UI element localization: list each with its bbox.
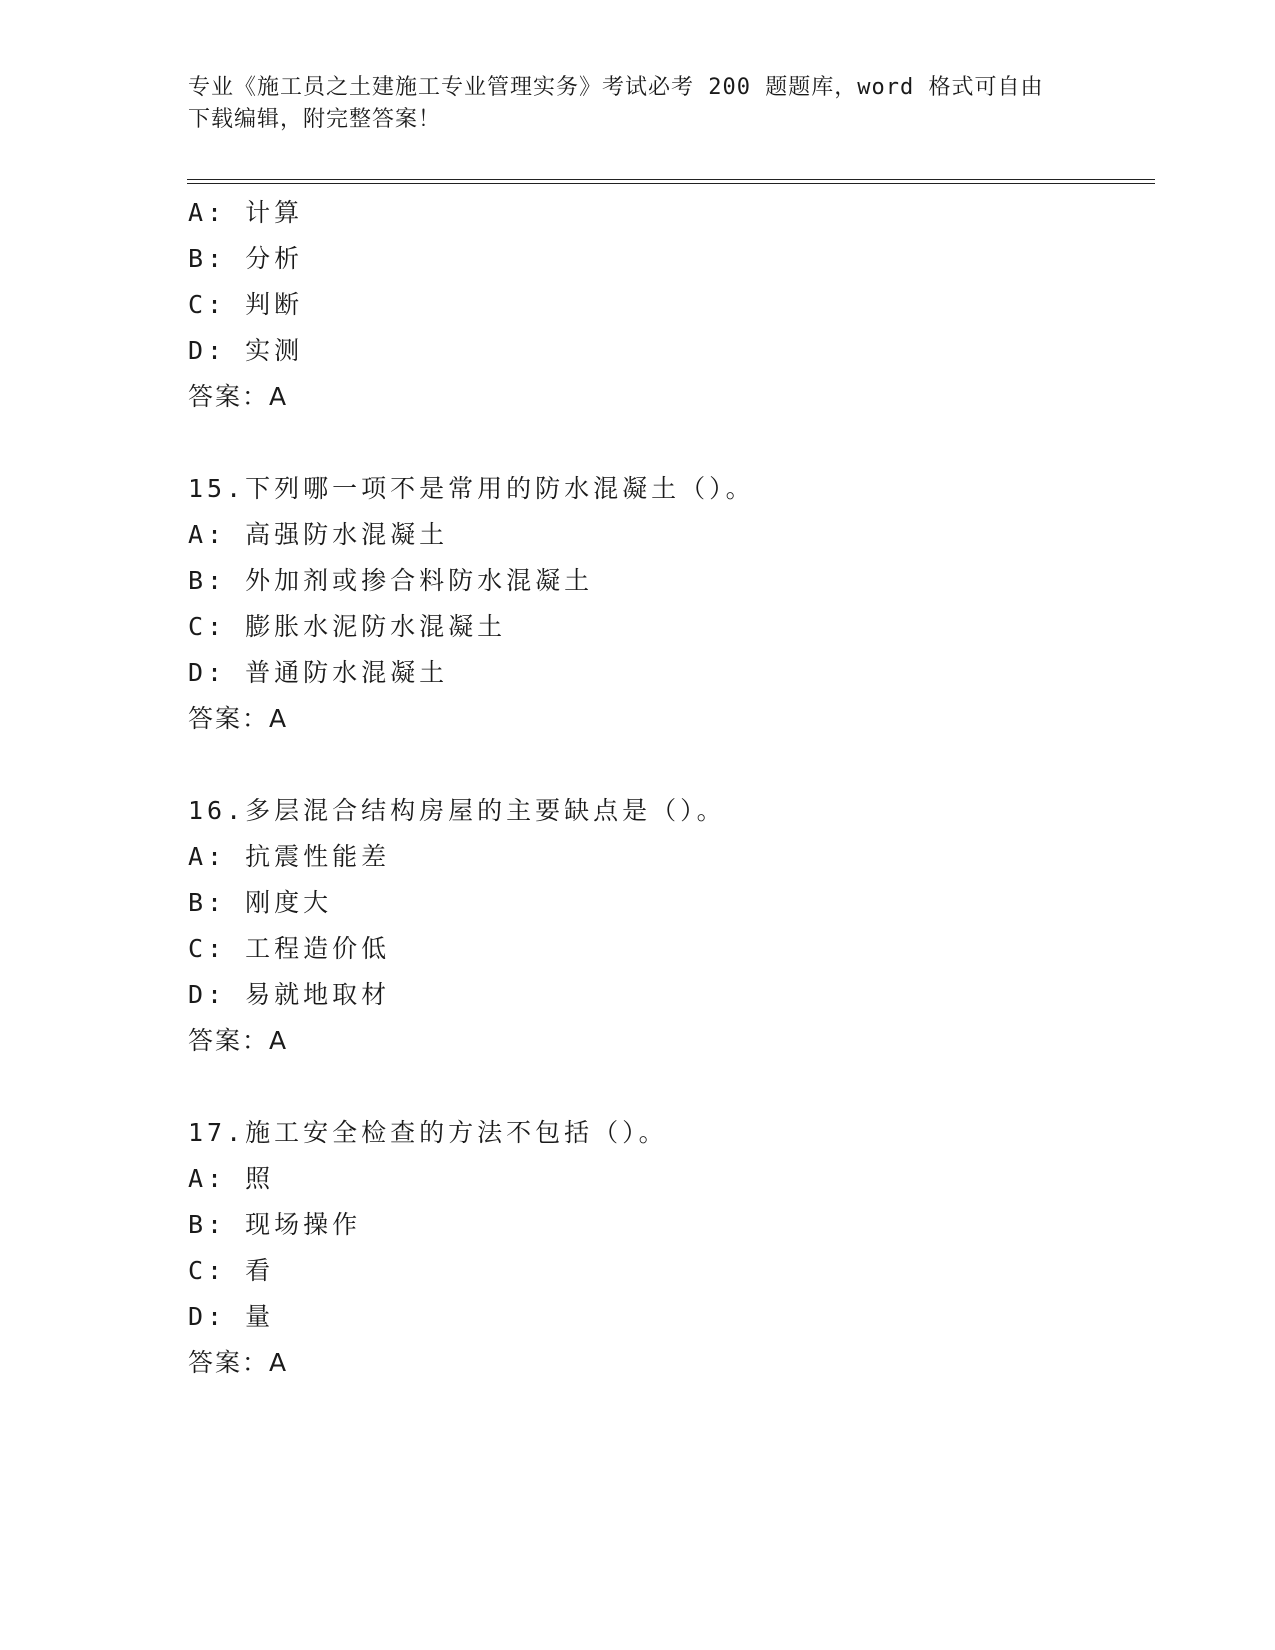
option-a: A: 计算 — [188, 198, 304, 227]
answer: 答案：A — [188, 1026, 289, 1055]
option-c: C: 判断 — [188, 290, 304, 319]
spacer — [188, 742, 1148, 788]
question-stem: 16.多层混合结构房屋的主要缺点是（）。 — [188, 796, 726, 825]
header-divider-top — [187, 179, 1155, 180]
spacer — [188, 420, 1148, 466]
question-16 — [188, 788, 1148, 1064]
answer: 答案：A — [188, 382, 289, 411]
answer: 答案：A — [188, 1348, 289, 1377]
header-divider-bottom — [187, 183, 1155, 184]
option-d: D: 量 — [188, 1302, 275, 1331]
header-line-1: 专业《施工员之土建施工专业管理实务》考试必考 200 题题库，word 格式可自由 — [188, 75, 1044, 100]
answer: 答案：A — [188, 704, 289, 733]
spacer — [188, 1064, 1148, 1110]
option-a: A: 照 — [188, 1164, 275, 1193]
question-15 — [188, 466, 1148, 742]
option-c: C: 看 — [188, 1256, 275, 1285]
option-b: B: 外加剂或掺合料防水混凝土 — [188, 566, 594, 595]
option-d: D: 普通防水混凝土 — [188, 658, 449, 687]
document-header — [188, 72, 1088, 136]
option-a: A: 高强防水混凝土 — [188, 520, 449, 549]
question-fragment — [188, 190, 1148, 420]
option-d: D: 实测 — [188, 336, 304, 365]
option-a: A: 抗震性能差 — [188, 842, 391, 871]
question-17 — [188, 1110, 1148, 1386]
option-b: B: 现场操作 — [188, 1210, 362, 1239]
question-stem: 17.施工安全检查的方法不包括（）。 — [188, 1118, 668, 1147]
option-b: B: 分析 — [188, 244, 304, 273]
option-c: C: 膨胀水泥防水混凝土 — [188, 612, 507, 641]
option-c: C: 工程造价低 — [188, 934, 391, 963]
header-line-2: 下载编辑，附完整答案！ — [188, 107, 442, 132]
option-d: D: 易就地取材 — [188, 980, 391, 1009]
question-list — [188, 190, 1148, 1386]
option-b: B: 刚度大 — [188, 888, 333, 917]
question-stem: 15.下列哪一项不是常用的防水混凝土（）。 — [188, 474, 755, 503]
